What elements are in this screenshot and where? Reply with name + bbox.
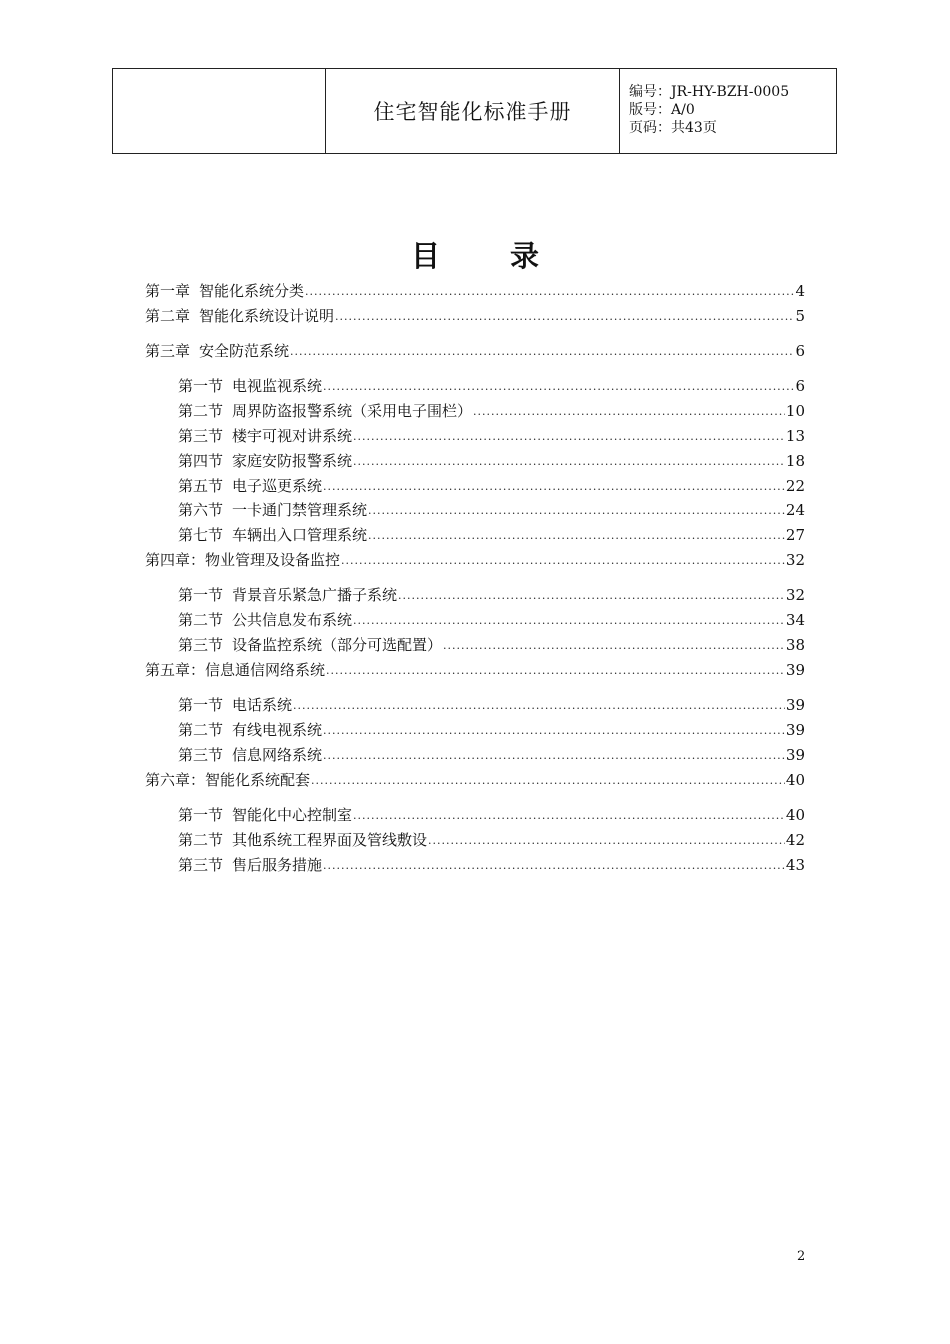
toc-entry-title: 有线电视系统 (232, 721, 323, 739)
toc-entry-number: 第三节 (178, 856, 224, 874)
toc-leader-dots (323, 477, 785, 497)
toc-section-entry[interactable] (178, 720, 805, 740)
toc-entry-number: 第五章： (145, 661, 206, 679)
toc-entry-title: 电话系统 (232, 696, 293, 714)
toc-section-entry[interactable] (178, 426, 805, 446)
toc-leader-dots (473, 402, 785, 422)
toc-entry-page: 10 (785, 402, 805, 420)
toc-leader-dots (353, 452, 785, 472)
toc-leader-dots (398, 586, 785, 606)
toc-entry-page: 40 (785, 771, 805, 789)
toc-leader-dots (368, 526, 785, 546)
toc-entry-number: 第一节 (178, 806, 224, 824)
toc-entry-page: 24 (785, 501, 805, 519)
toc-entry-title: 周界防盗报警系统（采用电子围栏） (232, 402, 473, 420)
toc-entry-title: 一卡通门禁管理系统 (232, 501, 368, 519)
toc-entry-title: 信息通信网络系统 (205, 661, 326, 679)
toc-section-entry[interactable] (178, 376, 805, 396)
toc-entry-number: 第一节 (178, 586, 224, 604)
toc-entry-page: 34 (785, 611, 805, 629)
toc-entry-title: 背景音乐紧急广播子系统 (232, 586, 398, 604)
toc-entry-number: 第四章： (145, 551, 206, 569)
toc-entry-title: 公共信息发布系统 (232, 611, 353, 629)
toc-section-entry[interactable] (178, 830, 805, 850)
toc-entry-number: 第二节 (178, 402, 224, 420)
toc-section-entry[interactable] (178, 855, 805, 875)
toc-entry-page: 40 (785, 806, 805, 824)
toc-entry-number: 第一章 (145, 282, 191, 300)
doc-number-label: 编号： (629, 84, 671, 100)
doc-number-value: JR-HY-BZH-0005 (671, 84, 790, 100)
toc-entry-title: 其他系统工程界面及管线敷设 (232, 831, 428, 849)
toc-entry-page: 13 (785, 427, 805, 445)
toc-entry-number: 第七节 (178, 526, 224, 544)
toc-section-entry[interactable] (178, 805, 805, 825)
toc-leader-dots (326, 661, 785, 681)
toc-chapter-entry[interactable] (145, 306, 805, 326)
toc-entry-number: 第二节 (178, 611, 224, 629)
toc-entry-number: 第二节 (178, 831, 224, 849)
toc-section-entry[interactable] (178, 451, 805, 471)
page-count-label: 页码： (629, 120, 671, 136)
toc-entry-title: 物业管理及设备监控 (205, 551, 341, 569)
toc-leader-dots (323, 377, 794, 397)
toc-leader-dots (353, 427, 785, 447)
toc-entry-number: 第四节 (178, 452, 224, 470)
toc-leader-dots (335, 307, 794, 327)
toc-entry-title: 楼宇可视对讲系统 (232, 427, 353, 445)
document-title: 住宅智能化标准手册 (326, 69, 620, 153)
toc-entry-number: 第三章 (145, 342, 191, 360)
toc-section-entry[interactable] (178, 635, 805, 655)
toc-entry-title: 信息网络系统 (232, 746, 323, 764)
toc-entry-page: 6 (795, 342, 805, 360)
toc-section-entry[interactable] (178, 745, 805, 765)
toc-entry-page: 43 (785, 856, 805, 874)
toc-entry-page: 39 (785, 746, 805, 764)
toc-leader-dots (368, 501, 785, 521)
toc-entry-number: 第二节 (178, 721, 224, 739)
toc-entry-page: 18 (785, 452, 805, 470)
toc-entry-title: 设备监控系统（部分可选配置） (232, 636, 443, 654)
toc-entry-title: 售后服务措施 (232, 856, 323, 874)
toc-section-entry[interactable] (178, 476, 805, 496)
toc-entry-number: 第五节 (178, 477, 224, 495)
toc-entry-page: 27 (785, 526, 805, 544)
toc-leader-dots (323, 746, 785, 766)
toc-leader-dots (353, 806, 785, 826)
toc-entry-number: 第六节 (178, 501, 224, 519)
toc-chapter-entry[interactable] (145, 770, 805, 790)
toc-entry-number: 第一节 (178, 696, 224, 714)
toc-chapter-entry[interactable] (145, 281, 805, 301)
toc-entry-page: 32 (785, 586, 805, 604)
toc-entry-title: 智能化系统分类 (199, 282, 305, 300)
toc-entry-page: 39 (785, 721, 805, 739)
toc-leader-dots (428, 831, 785, 851)
toc-entry-page: 5 (795, 307, 805, 325)
toc-entry-page: 42 (785, 831, 805, 849)
toc-entry-page: 6 (795, 377, 805, 395)
toc-entry-title: 家庭安防报警系统 (232, 452, 353, 470)
toc-entry-number: 第三节 (178, 427, 224, 445)
toc-heading-text: 目 录 (410, 239, 570, 273)
toc-entry-number: 第一节 (178, 377, 224, 395)
toc-entry-title: 车辆出入口管理系统 (232, 526, 368, 544)
toc-leader-dots (341, 551, 785, 571)
toc-leader-dots (290, 342, 794, 362)
toc-leader-dots (443, 636, 785, 656)
toc-entry-page: 38 (785, 636, 805, 654)
toc-section-entry[interactable] (178, 500, 805, 520)
toc-leader-dots (323, 856, 785, 876)
toc-entry-number: 第二章 (145, 307, 191, 325)
toc-entry-title: 安全防范系统 (199, 342, 290, 360)
toc-leader-dots (305, 282, 794, 302)
toc-entry-title: 电视监视系统 (232, 377, 323, 395)
toc-entry-page: 32 (785, 551, 805, 569)
toc-section-entry[interactable] (178, 585, 805, 605)
toc-entry-page: 39 (785, 696, 805, 714)
toc-entry-number: 第六章： (145, 771, 206, 789)
toc-section-entry[interactable] (178, 401, 805, 421)
toc-section-entry[interactable] (178, 610, 805, 630)
toc-entry-number: 第三节 (178, 746, 224, 764)
toc-entry-number: 第三节 (178, 636, 224, 654)
toc-chapter-entry[interactable] (145, 550, 805, 570)
toc-leader-dots (311, 771, 785, 791)
toc-entry-title: 智能化系统设计说明 (199, 307, 335, 325)
toc-entry-page: 39 (785, 661, 805, 679)
toc-entry-title: 智能化中心控制室 (232, 806, 353, 824)
page-count-value: 共43页 (671, 120, 717, 136)
page-number: 2 (797, 1249, 806, 1264)
version-label: 版号： (629, 102, 671, 118)
toc-section-entry[interactable] (178, 525, 805, 545)
toc-chapter-entry[interactable] (145, 341, 805, 361)
toc-section-entry[interactable] (178, 695, 805, 715)
toc-leader-dots (293, 696, 785, 716)
toc-entry-page: 22 (785, 477, 805, 495)
toc-entry-title: 智能化系统配套 (205, 771, 311, 789)
version-value: A/0 (671, 102, 695, 118)
toc-leader-dots (353, 611, 785, 631)
toc-entry-title: 电子巡更系统 (232, 477, 323, 495)
toc-leader-dots (323, 721, 785, 741)
toc-chapter-entry[interactable] (145, 660, 805, 680)
toc-entry-page: 4 (795, 282, 805, 300)
